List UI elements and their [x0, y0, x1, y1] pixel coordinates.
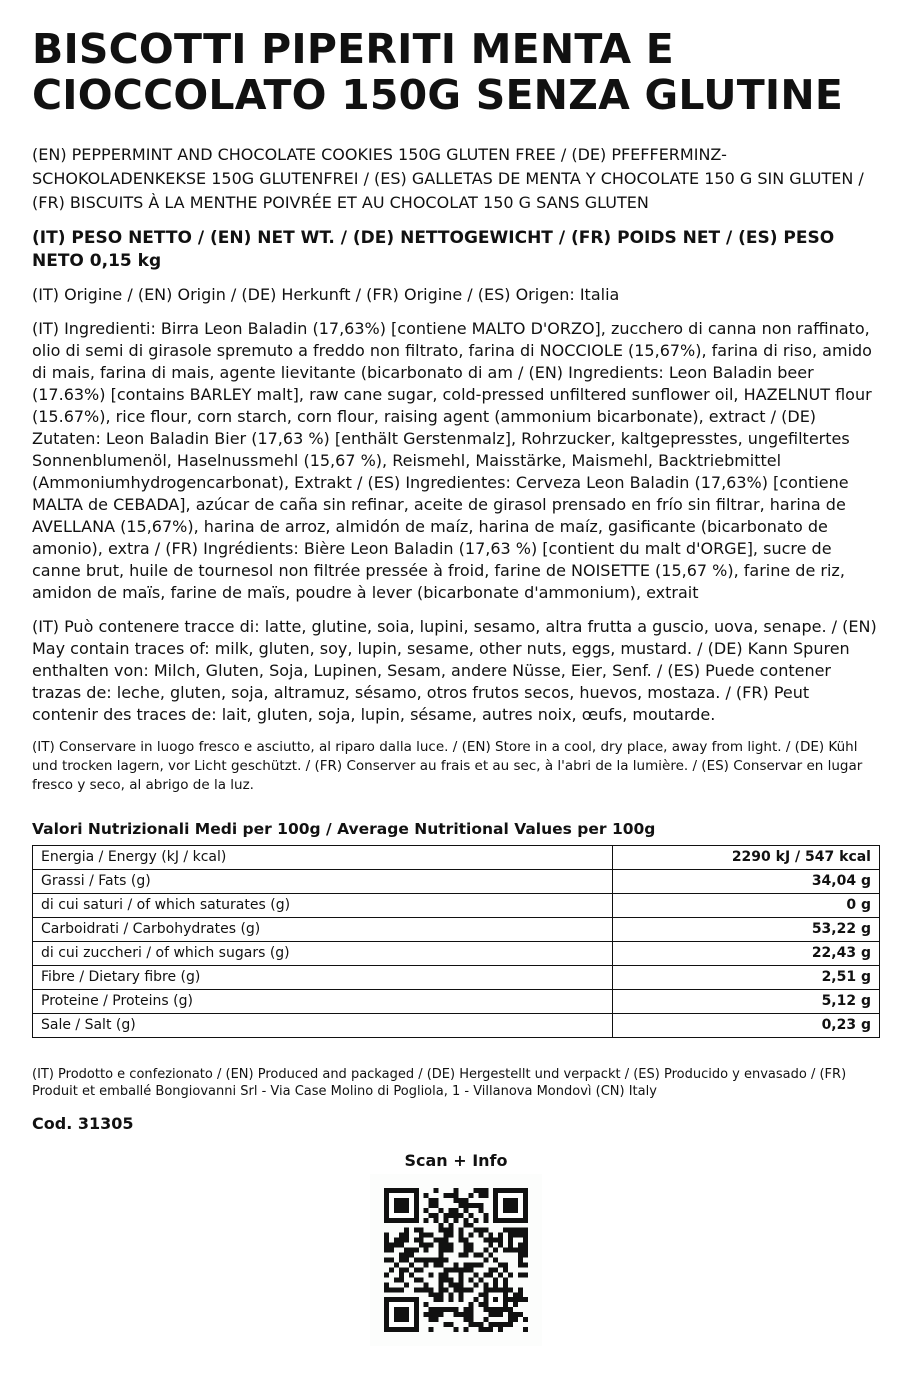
scan-label: Scan + Info — [404, 1151, 508, 1170]
net-weight: (IT) PESO NETTO / (EN) NET WT. / (DE) NETTOGEWICHT / (FR) POIDS NET / (ES) PESO NETO 0,15 kg — [32, 228, 835, 271]
table-row — [33, 990, 880, 1014]
nutrient-value: 0,23 g — [613, 1014, 880, 1038]
nutrient-label: Sale / Salt (g) — [33, 1014, 613, 1038]
product-code: Cod. 31305 — [32, 1114, 134, 1133]
nutrient-label: Grassi / Fats (g) — [33, 870, 613, 894]
product-label — [32, 26, 880, 1133]
nutrient-value: 34,04 g — [613, 870, 880, 894]
origin: (IT) Origine / (EN) Origin / (DE) Herkunft / (FR) Origine / (ES) Origen: Italia — [32, 285, 620, 304]
table-row — [33, 966, 880, 990]
nutrient-label: di cui saturi / of which saturates (g) — [33, 894, 613, 918]
nutrient-label: Proteine / Proteins (g) — [33, 990, 613, 1014]
nutrient-label: Energia / Energy (kJ / kcal) — [33, 846, 613, 870]
nutrient-label: Fibre / Dietary fibre (g) — [33, 966, 613, 990]
qr-code-icon[interactable] — [384, 1188, 528, 1332]
nutrient-value: 2,51 g — [613, 966, 880, 990]
nutrition-table — [32, 845, 880, 1038]
nutrient-value: 0 g — [613, 894, 880, 918]
nutrient-value: 2290 kJ / 547 kcal — [613, 846, 880, 870]
table-row — [33, 918, 880, 942]
table-row — [33, 942, 880, 966]
ingredients: (IT) Ingredienti: Birra Leon Baladin (17,63%) [contiene MALTO D'ORZO], zucchero di canna non raffinato, olio di semi di girasole spremuto a freddo non filtrato, farina di NOCCIOLE (15,67%), farina di riso, amido di mais, farina di mais, agente lievitante (bicarbonato di am / (EN) Ingredients: Leon Baladin beer (17.63%) [contains BARLEY malt], raw cane sugar, cold-pressed unfiltered sunflower oil, HAZELNUT flour (15.67%), rice flour, corn starch, corn flour, raising agent (ammonium bicarbonate), extract / (DE) Zutaten: Leon Baladin Bier (17,63 %) [enthält Gerstenmalz], Rohrzucker, kaltgepresstes, ungefiltertes Sonnenblumenöl, Haselnussmehl (15,67 %), Reismehl, Maisstärke, Maismehl, Backtriebmittel (Ammoniumhydrogencarbonat), Extrakt / (ES) Ingredientes: Cerveza Leon Baladin (17,63%) [contiene MALTA de CEBADA], azúcar de caña sin refinar, aceite de girasol prensado en frío sin filtrar, harina de AVELLANA (15,67%), harina de arroz, almidón de maíz, harina de maíz, gasificante (bicarbonato de amonio), extra / (FR) Ingrédients: Bière Leon Baladin (17,63 %) [contient du malt d'ORGE], sucre de canne brut, huile de tournesol non filtrée pressée à froid, farine de NOISETTE (15,67 %), farine de riz, amidon de maïs, farine de maïs, poudre à lever (bicarbonate d'ammonium), extrait — [32, 319, 872, 602]
product-subtitle: (EN) PEPPERMINT AND CHOCOLATE COOKIES 150G GLUTEN FREE / (DE) PFEFFERMINZ-SCHOKOLADENKEKSE 150G GLUTENFREI / (ES) GALLETAS DE MENTA Y CHOCOLATE 150 G SIN GLUTEN / (FR) BISCUITS À LA MENTHE POIVRÉE ET AU CHOCOLAT 150 G SANS GLUTEN — [32, 145, 864, 212]
nutrient-value: 53,22 g — [613, 918, 880, 942]
qr-code[interactable] — [370, 1174, 542, 1346]
table-row — [33, 894, 880, 918]
table-row — [33, 846, 880, 870]
product-title: BISCOTTI PIPERITI MENTA E CIOCCOLATO 150G SENZA GLUTINE — [32, 25, 844, 119]
nutrient-value: 22,43 g — [613, 942, 880, 966]
nutrient-label: di cui zuccheri / of which sugars (g) — [33, 942, 613, 966]
nutrition-title: Valori Nutrizionali Medi per 100g / Average Nutritional Values per 100g — [32, 820, 656, 838]
producer-info: (IT) Prodotto e confezionato / (EN) Produced and packaged / (DE) Hergestellt und verpackt / (ES) Producido y envasado / (FR) Produit et emballé Bongiovanni Srl - Via Case Molino di Pogliola, 1 - Villanova Mondovì (CN) Italy — [32, 1067, 847, 1099]
storage-instructions: (IT) Conservare in luogo fresco e asciutto, al riparo dalla luce. / (EN) Store in a cool, dry place, away from light. / (DE) Kühl und trocken lagern, vor Licht geschützt. / (FR) Conserver au frais et au sec, à l'abri de la lumière. / (ES) Conservar en lugar fresco y seco, al abrigo de la luz. — [32, 739, 863, 793]
table-row — [33, 1014, 880, 1038]
allergens: (IT) Può contenere tracce di: latte, glutine, soia, lupini, sesamo, altra frutta a guscio, uova, senape. / (EN) May contain traces of: milk, gluten, soy, lupin, sesame, other nuts, eggs, mustard. / (DE) Kann Spuren enthalten von: Milch, Gluten, Soja, Lupinen, Sesam, andere Nüsse, Eier, Senf. / (ES) Puede contener trazas de: leche, gluten, soja, altramuz, sésamo, otros frutos secos, huevos, mostaza. / (FR) Peut contenir des traces de: lait, gluten, soja, lupin, sésame, autres noix, œufs, moutarde. — [32, 617, 877, 724]
table-row — [33, 870, 880, 894]
nutrient-label: Carboidrati / Carbohydrates (g) — [33, 918, 613, 942]
nutrient-value: 5,12 g — [613, 990, 880, 1014]
